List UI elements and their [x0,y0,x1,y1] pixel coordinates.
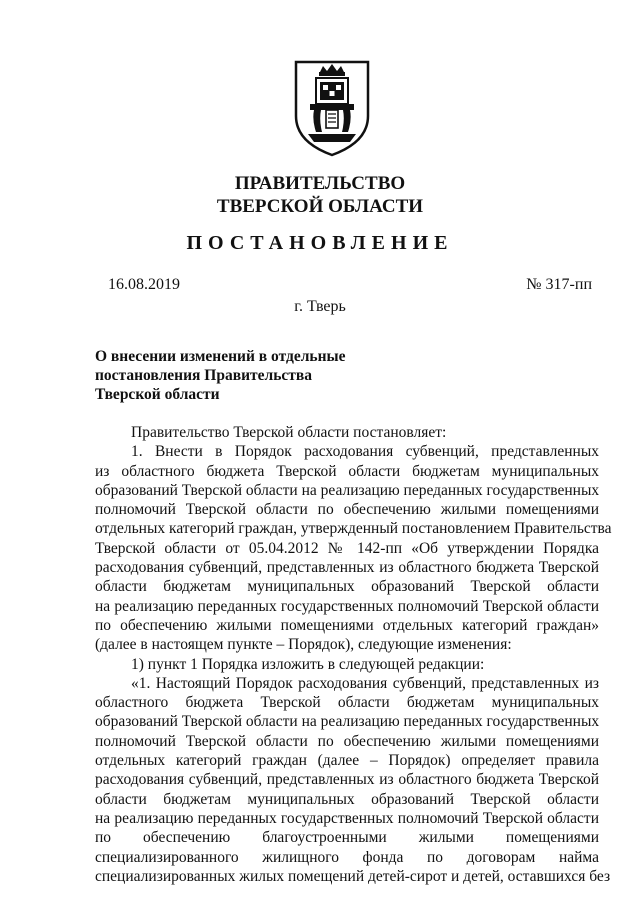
subject-line: Тверской области [95,386,220,403]
body-line: областного бюджета Тверской области бюджетам муниципальных [95,694,599,712]
body-line: специализированных жилых помещений детей-сирот и детей, оставшихся без [95,867,611,885]
body-line: на реализацию переданных государственных полномочий Тверской области [95,809,599,827]
document-body [95,423,612,886]
body-line: области бюджетам муниципальных образований Тверской области [95,578,599,596]
body-line: на реализацию переданных государственных полномочий Тверской области [95,597,599,615]
body-line: по обеспечению жилыми помещениями отдельных категорий граждан» [95,616,599,634]
body-line: «1. Настоящий Порядок расходования субвенций, представленных из [131,674,599,692]
organization-name-line-2: ТВЕРСКОЙ ОБЛАСТИ [216,196,424,217]
document-type-title: ПОСТАНОВЛЕНИЕ [186,232,454,254]
body-line: отдельных категорий граждан (далее – Порядок) определяет правила [95,752,599,770]
body-line: Правительство Тверской области постановляет: [131,424,447,441]
body-line: образований Тверской области на реализацию переданных государственных [95,481,600,499]
body-line: (далее в настоящем пункте – Порядок), следующие изменения: [95,636,512,654]
body-line: из областного бюджета Тверской области бюджетам муниципальных [95,462,599,480]
body-line: отдельных категорий граждан, утвержденный постановлением Правительства [95,520,612,538]
body-line: 1. Внести в Порядок расходования субвенций, представленных [131,443,599,461]
document-date: 16.08.2019 [108,276,180,293]
document-subject [95,347,395,404]
tver-coat-of-arms-icon [292,58,372,158]
body-line: образований Тверской области на реализацию переданных государственных [95,713,600,731]
body-line: области бюджетам муниципальных образований Тверской области [95,790,599,808]
body-line: полномочий Тверской области по обеспечению жилыми помещениями [95,501,599,519]
document-number: № 317-пп [526,276,592,293]
document-city: г. Тверь [294,298,346,315]
body-line: полномочий Тверской области по обеспечению жилыми помещениями [95,732,599,750]
body-line: по обеспечению благоустроенными жилыми помещениями [95,829,599,847]
body-line: расходования субвенций, представленных из областного бюджета Тверской [95,559,599,577]
subject-line: О внесении изменений в отдельные [95,348,346,365]
body-line: расходования субвенций, представленных из областного бюджета Тверской [95,771,599,789]
body-line: Тверской области от 05.04.2012 № 142-пп «Об утверждении Порядка [95,539,599,557]
body-line: 1) пункт 1 Порядка изложить в следующей редакции: [131,655,485,673]
body-line: специализированного жилищного фонда по договорам найма [95,848,599,866]
subject-line: постановления Правительства [95,367,312,384]
organization-name-line-1: ПРАВИТЕЛЬСТВО [234,173,406,194]
